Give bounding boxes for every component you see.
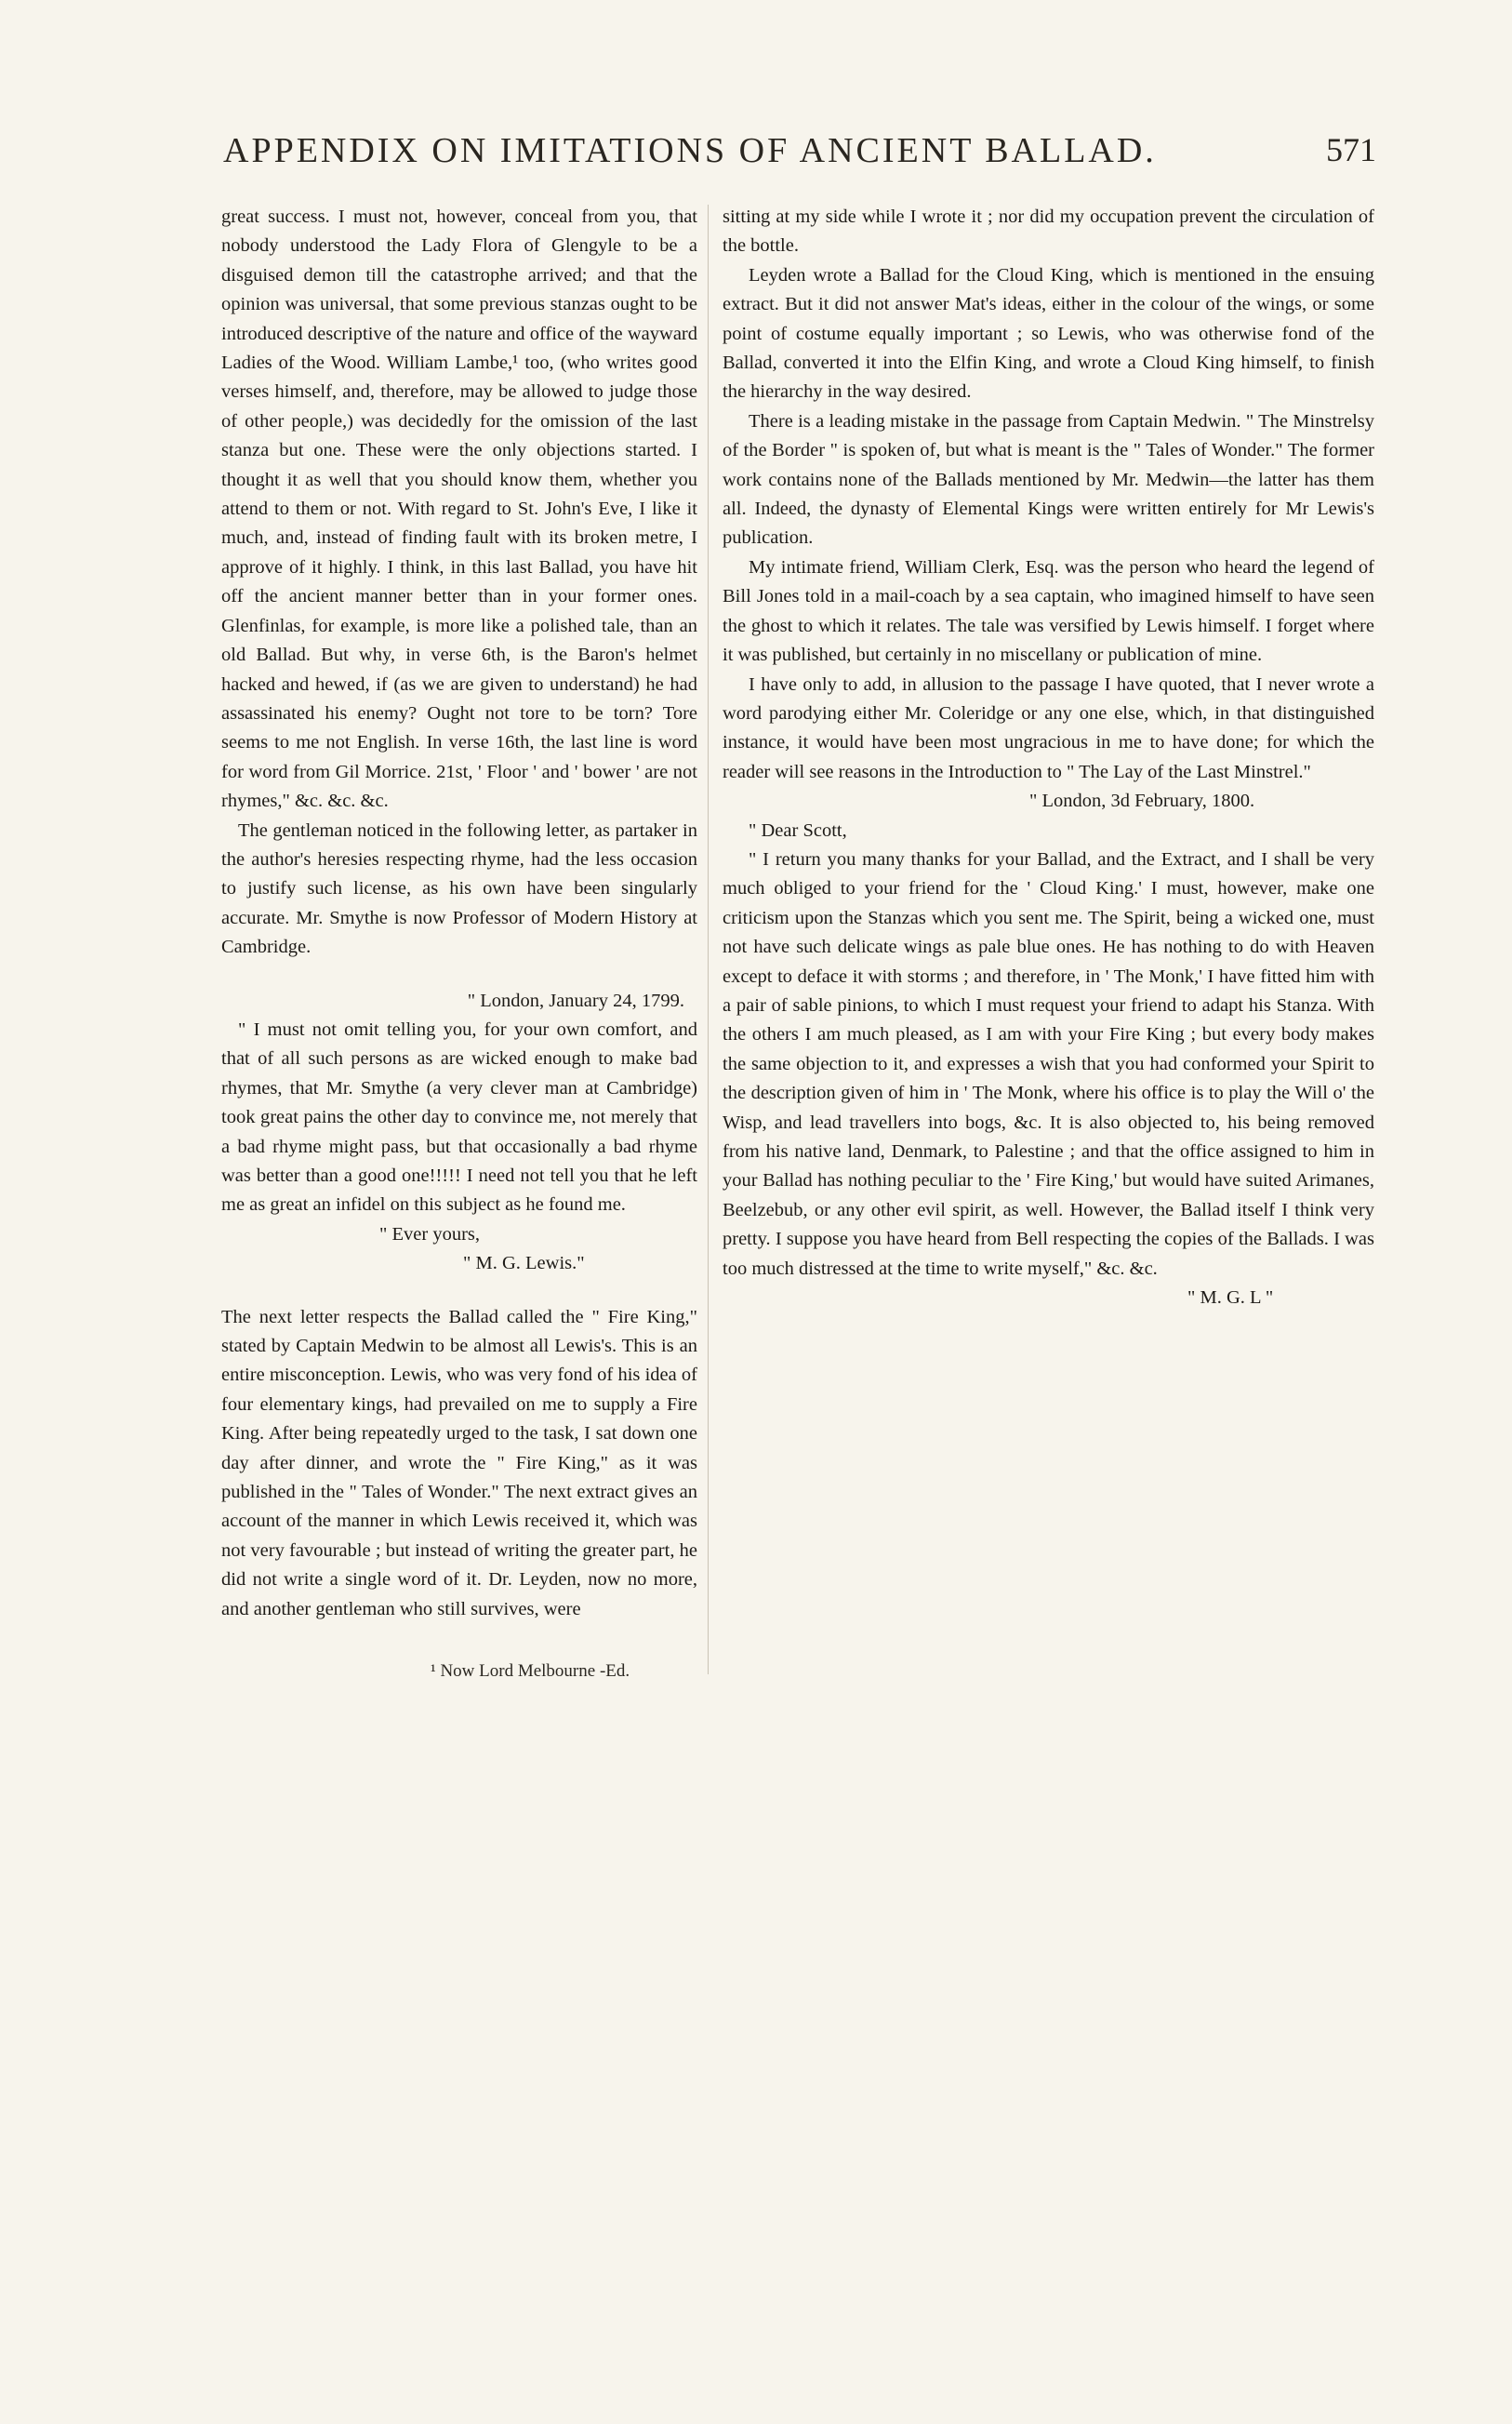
page-number: 571: [1326, 131, 1376, 168]
letter-date-2: " London, 3d February, 1800.: [1029, 791, 1255, 812]
column-divider: [708, 205, 709, 1674]
running-title: APPENDIX ON IMITATIONS OF ANCIENT BALLAD.: [223, 131, 1157, 170]
left-paragraph-1: great success. I must not, however, conceal from you, that nobody understood the Lady Flora of Glengyle to be a disguised demon till the catastrophe arrived; and that the opinion was universal, that some previous stanzas ought to be introduced descriptive of the nature and office of the wayward Ladies of the Wood. William Lambe,¹ too, (who writes good verses himself, and, therefore, may be allowed to judge those of other people,) was decidedly for the omission of the last stanza but one. These were the only objections started. I thought it as well that you should know them, whether you attend to them or not. With regard to St. John's Eve, I like it much, and, instead of finding fault with its broken metre, I approve of it highly. I think, in this last Ballad, you have hit off the ancient manner better than in your former ones. Glenfinlas, for example, is more like a polished tale, than an old Ballad. But why, in verse 6th, is the Baron's helmet hacked and hewed, if (as we are given to understand) he had assassinated his enemy? Ought not tore to be torn? Tore seems to me not English. In verse 16th, the last line is word for word from Gil Morrice. 21st, ' Floor ' and ' bower ' are not rhymes," &c. &c. &c.: [221, 206, 697, 812]
right-paragraph-2: Leyden wrote a Ballad for the Cloud King, which is mentioned in the ensuing extract. But it did not answer Mat's ideas, either in the colour of the wings, or some point of costume equally important ; so Lewis, who was otherwise fond of the Ballad, converted it into the Elfin King, and wrote a Cloud King himself, to finish the hierarchy in the way desired.: [723, 264, 1374, 403]
right-column: [723, 203, 1374, 1312]
left-column: [221, 203, 697, 1624]
page-header: [223, 130, 1376, 177]
spacer: [221, 963, 697, 987]
letter-signature-2: " M. G. L ": [1187, 1287, 1274, 1309]
letter-salutation: " Dear Scott,: [749, 819, 847, 841]
right-paragraph-3: There is a leading mistake in the passage from Captain Medwin. " The Minstrelsy of the Border " is spoken of, but what is meant is the " Tales of Wonder." The former work contains none of the Ballads mentioned by Mr. Medwin—the latter has them all. Indeed, the dynasty of Elemental Kings were written entirely for Mr Lewis's publication.: [723, 410, 1374, 549]
footnote: ¹ Now Lord Melbourne -Ed.: [431, 1661, 630, 1681]
spacer: [221, 1279, 697, 1303]
letter-date-1: " London, January 24, 1799.: [467, 990, 684, 1011]
right-paragraph-4: My intimate friend, William Clerk, Esq. was the person who heard the legend of Bill Jones told in a mail-coach by a sea captain, who imagined himself to have seen the ghost to which it relates. The tale was versified by Lewis himself. I forget where it was published, but certainly in no miscellany or publication of mine.: [723, 556, 1374, 666]
letter-signature-1: " M. G. Lewis.": [463, 1253, 585, 1274]
letter-body-1: " I must not omit telling you, for your own comfort, and that of all such persons as are wicked enough to make bad rhymes, that Mr. Smythe (a very clever man at Cambridge) took great pains the other day to convince me, not merely that a bad rhyme might pass, but that occasionally a bad rhyme was better than a good one!!!!! I need not tell you that he left me as great an infidel on this subject as he found me.: [221, 1019, 697, 1216]
right-paragraph-5: I have only to add, in allusion to the passage I have quoted, that I never wrote a word parodying either Mr. Coleridge or any one else, which, in that distinguished instance, it would have been most ungracious in me to have done; for which the reader will see reasons in the Introduction to " The Lay of the Last Minstrel.": [723, 673, 1374, 782]
right-paragraph-1: sitting at my side while I wrote it ; nor did my occupation prevent the circulation of the bottle.: [723, 206, 1374, 257]
letter-body-2: " I return you many thanks for your Ballad, and the Extract, and I shall be very much obliged to your friend for the ' Cloud King.' I must, however, make one criticism upon the Stanzas which you sent me. The Spirit, being a wicked one, must not have such delicate wings as pale blue ones. He has nothing to do with Heaven except to deface it with storms ; and therefore, in ' The Monk,' I have fitted him with a pair of sable pinions, to which I must request your friend to adapt his Stanza. With the others I am much pleased, as I am with your Fire King ; but every body makes the same objection to it, and expresses a wish that you had conformed your Spirit to the description given of him in ' The Monk, where his office is to play the Will o' the Wisp, and lead travellers into bogs, &c. It is also objected to, his being removed from his native land, Denmark, to Palestine ; and that the office assigned to him in your Ballad has nothing peculiar to the ' Fire King,' but would have suited Arimanes, Beelzebub, or any other evil spirit, as well. However, the Ballad itself I think very pretty. I suppose you have heard from Bell respecting the copies of the Ballads. I was too much distressed at the time to write myself," &c. &c.: [723, 848, 1374, 1279]
left-paragraph-4: The next letter respects the Ballad called the " Fire King," stated by Captain Medwin to be almost all Lewis's. This is an entire misconception. Lewis, who was very fond of his idea of four elementary kings, had prevailed on me to supply a Fire King. After being repeatedly urged to the task, I sat down one day after dinner, and wrote the " Fire King," as it was published in the " Tales of Wonder." The next extract gives an account of the manner in which Lewis received it, which was not very favourable ; but instead of writing the greater part, he did not write a single word of it. Dr. Leyden, now no more, and another gentleman who still survives, were: [221, 1306, 697, 1619]
left-paragraph-2: The gentleman noticed in the following letter, as partaker in the author's heresies respecting rhyme, had the less occasion to justify such license, as his own have been singularly accurate. Mr. Smythe is now Professor of Modern History at Cambridge.: [221, 819, 697, 958]
letter-closing-1: " Ever yours,: [379, 1223, 480, 1245]
